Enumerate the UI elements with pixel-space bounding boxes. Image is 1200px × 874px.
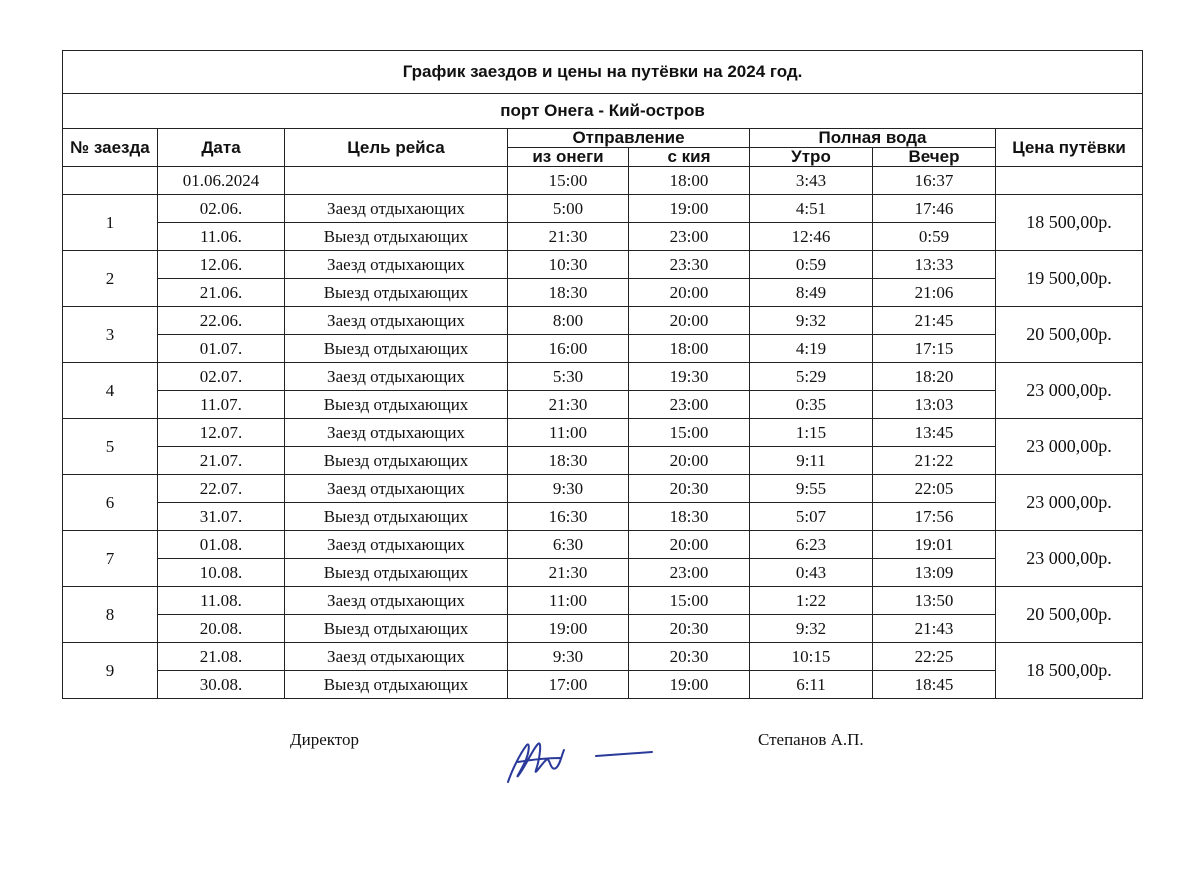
table-row xyxy=(63,363,1143,391)
header-morning: Утро xyxy=(750,148,873,167)
cell-price: 20 500,00р. xyxy=(996,307,1143,363)
cell-evening: 13:45 xyxy=(873,419,996,447)
cell-evening: 22:25 xyxy=(873,643,996,671)
cell-evening: 13:50 xyxy=(873,587,996,615)
table-row xyxy=(63,419,1143,447)
cell-date: 11.06. xyxy=(158,223,285,251)
header-price: Цена путёвки xyxy=(996,129,1143,167)
cell-from-onega: 21:30 xyxy=(508,559,629,587)
cell-purpose xyxy=(285,167,508,195)
cell-morning: 6:23 xyxy=(750,531,873,559)
table-row xyxy=(63,335,1143,363)
header-evening: Вечер xyxy=(873,148,996,167)
cell-price: 23 000,00р. xyxy=(996,475,1143,531)
cell-purpose: Заезд отдыхающих xyxy=(285,531,508,559)
cell-from-onega: 16:00 xyxy=(508,335,629,363)
cell-evening: 13:03 xyxy=(873,391,996,419)
cell-purpose: Заезд отдыхающих xyxy=(285,419,508,447)
cell-purpose: Заезд отдыхающих xyxy=(285,195,508,223)
cell-date: 01.08. xyxy=(158,531,285,559)
cell-from-kiy: 20:30 xyxy=(629,643,750,671)
cell-from-onega: 11:00 xyxy=(508,419,629,447)
cell-purpose: Заезд отдыхающих xyxy=(285,587,508,615)
cell-date: 22.06. xyxy=(158,307,285,335)
header-date: Дата xyxy=(158,129,285,167)
cell-from-onega: 10:30 xyxy=(508,251,629,279)
cell-price: 19 500,00р. xyxy=(996,251,1143,307)
cell-from-onega: 17:00 xyxy=(508,671,629,699)
table-row xyxy=(63,167,1143,195)
cell-from-onega: 11:00 xyxy=(508,587,629,615)
cell-from-onega: 16:30 xyxy=(508,503,629,531)
cell-purpose: Заезд отдыхающих xyxy=(285,643,508,671)
cell-from-kiy: 23:30 xyxy=(629,251,750,279)
cell-num: 6 xyxy=(63,475,158,531)
cell-from-onega: 9:30 xyxy=(508,643,629,671)
table-row xyxy=(63,587,1143,615)
cell-num: 4 xyxy=(63,363,158,419)
cell-num: 7 xyxy=(63,531,158,587)
cell-from-onega: 18:30 xyxy=(508,447,629,475)
cell-morning: 0:35 xyxy=(750,391,873,419)
cell-purpose: Выезд отдыхающих xyxy=(285,671,508,699)
cell-from-kiy: 23:00 xyxy=(629,559,750,587)
cell-from-kiy: 15:00 xyxy=(629,587,750,615)
header-departure: Отправление xyxy=(508,129,750,148)
cell-evening: 17:46 xyxy=(873,195,996,223)
header-from-kiy: с кия xyxy=(629,148,750,167)
cell-from-onega: 21:30 xyxy=(508,223,629,251)
cell-num: 9 xyxy=(63,643,158,699)
table-row xyxy=(63,559,1143,587)
cell-date: 02.06. xyxy=(158,195,285,223)
schedule-table xyxy=(62,50,1143,699)
cell-from-kiy: 18:00 xyxy=(629,335,750,363)
cell-num: 5 xyxy=(63,419,158,475)
table-row xyxy=(63,531,1143,559)
cell-date: 31.07. xyxy=(158,503,285,531)
cell-morning: 1:22 xyxy=(750,587,873,615)
header-high-water: Полная вода xyxy=(750,129,996,148)
cell-evening: 0:59 xyxy=(873,223,996,251)
cell-morning: 9:55 xyxy=(750,475,873,503)
cell-evening: 21:22 xyxy=(873,447,996,475)
cell-purpose: Выезд отдыхающих xyxy=(285,223,508,251)
cell-purpose: Заезд отдыхающих xyxy=(285,307,508,335)
table-row xyxy=(63,307,1143,335)
table-title: График заездов и цены на путёвки на 2024 год. xyxy=(63,51,1143,94)
cell-from-kiy: 20:00 xyxy=(629,279,750,307)
cell-date: 02.07. xyxy=(158,363,285,391)
cell-from-onega: 8:00 xyxy=(508,307,629,335)
cell-morning: 4:19 xyxy=(750,335,873,363)
cell-date: 30.08. xyxy=(158,671,285,699)
cell-evening: 16:37 xyxy=(873,167,996,195)
cell-price: 18 500,00р. xyxy=(996,643,1143,699)
cell-purpose: Выезд отдыхающих xyxy=(285,615,508,643)
cell-price: 23 000,00р. xyxy=(996,363,1143,419)
cell-from-kiy: 23:00 xyxy=(629,223,750,251)
cell-morning: 10:15 xyxy=(750,643,873,671)
cell-from-onega: 5:30 xyxy=(508,363,629,391)
cell-price xyxy=(996,167,1143,195)
header-num: № заезда xyxy=(63,129,158,167)
cell-from-onega: 19:00 xyxy=(508,615,629,643)
cell-evening: 18:20 xyxy=(873,363,996,391)
cell-from-kiy: 20:00 xyxy=(629,307,750,335)
cell-evening: 21:06 xyxy=(873,279,996,307)
cell-evening: 22:05 xyxy=(873,475,996,503)
table-row xyxy=(63,503,1143,531)
cell-purpose: Выезд отдыхающих xyxy=(285,503,508,531)
cell-morning: 0:59 xyxy=(750,251,873,279)
signature-icon xyxy=(500,732,660,790)
cell-purpose: Выезд отдыхающих xyxy=(285,335,508,363)
cell-purpose: Заезд отдыхающих xyxy=(285,475,508,503)
cell-from-kiy: 18:30 xyxy=(629,503,750,531)
table-row xyxy=(63,391,1143,419)
cell-evening: 21:45 xyxy=(873,307,996,335)
cell-evening: 17:15 xyxy=(873,335,996,363)
cell-num: 2 xyxy=(63,251,158,307)
cell-purpose: Заезд отдыхающих xyxy=(285,251,508,279)
cell-from-onega: 18:30 xyxy=(508,279,629,307)
cell-evening: 21:43 xyxy=(873,615,996,643)
cell-from-kiy: 19:00 xyxy=(629,195,750,223)
table-row xyxy=(63,615,1143,643)
cell-from-kiy: 20:30 xyxy=(629,475,750,503)
table-row xyxy=(63,643,1143,671)
cell-price: 23 000,00р. xyxy=(996,531,1143,587)
cell-from-kiy: 19:30 xyxy=(629,363,750,391)
cell-evening: 13:33 xyxy=(873,251,996,279)
cell-evening: 18:45 xyxy=(873,671,996,699)
cell-from-kiy: 20:00 xyxy=(629,531,750,559)
director-label: Директор xyxy=(290,730,359,749)
table-row xyxy=(63,671,1143,699)
cell-morning: 8:49 xyxy=(750,279,873,307)
cell-from-onega: 5:00 xyxy=(508,195,629,223)
route-label: порт Онега - Кий-остров xyxy=(63,94,1143,129)
cell-price: 18 500,00р. xyxy=(996,195,1143,251)
cell-num xyxy=(63,167,158,195)
cell-from-onega: 15:00 xyxy=(508,167,629,195)
cell-evening: 19:01 xyxy=(873,531,996,559)
cell-date: 22.07. xyxy=(158,475,285,503)
table-row xyxy=(63,195,1143,223)
cell-from-kiy: 20:00 xyxy=(629,447,750,475)
header-from-onega: из онеги xyxy=(508,148,629,167)
cell-morning: 5:07 xyxy=(750,503,873,531)
cell-morning: 9:32 xyxy=(750,307,873,335)
header-purpose: Цель рейса xyxy=(285,129,508,167)
cell-purpose: Выезд отдыхающих xyxy=(285,391,508,419)
cell-date: 01.06.2024 xyxy=(158,167,285,195)
cell-morning: 12:46 xyxy=(750,223,873,251)
table-row xyxy=(63,251,1143,279)
table-row xyxy=(63,447,1143,475)
cell-morning: 1:15 xyxy=(750,419,873,447)
cell-from-kiy: 18:00 xyxy=(629,167,750,195)
cell-date: 21.07. xyxy=(158,447,285,475)
table-row xyxy=(63,279,1143,307)
cell-date: 21.06. xyxy=(158,279,285,307)
cell-purpose: Заезд отдыхающих xyxy=(285,363,508,391)
cell-from-onega: 21:30 xyxy=(508,391,629,419)
cell-morning: 0:43 xyxy=(750,559,873,587)
director-name: Степанов А.П. xyxy=(758,730,864,749)
cell-evening: 13:09 xyxy=(873,559,996,587)
cell-morning: 5:29 xyxy=(750,363,873,391)
cell-date: 10.08. xyxy=(158,559,285,587)
cell-num: 3 xyxy=(63,307,158,363)
cell-morning: 9:11 xyxy=(750,447,873,475)
table-row xyxy=(63,475,1143,503)
cell-date: 11.08. xyxy=(158,587,285,615)
cell-from-kiy: 23:00 xyxy=(629,391,750,419)
cell-num: 1 xyxy=(63,195,158,251)
cell-morning: 4:51 xyxy=(750,195,873,223)
cell-morning: 9:32 xyxy=(750,615,873,643)
cell-price: 20 500,00р. xyxy=(996,587,1143,643)
cell-from-onega: 9:30 xyxy=(508,475,629,503)
cell-purpose: Выезд отдыхающих xyxy=(285,279,508,307)
cell-purpose: Выезд отдыхающих xyxy=(285,559,508,587)
cell-evening: 17:56 xyxy=(873,503,996,531)
cell-purpose: Выезд отдыхающих xyxy=(285,447,508,475)
cell-price: 23 000,00р. xyxy=(996,419,1143,475)
table-row xyxy=(63,223,1143,251)
cell-date: 12.06. xyxy=(158,251,285,279)
cell-date: 12.07. xyxy=(158,419,285,447)
cell-date: 11.07. xyxy=(158,391,285,419)
cell-from-kiy: 19:00 xyxy=(629,671,750,699)
cell-date: 21.08. xyxy=(158,643,285,671)
cell-date: 01.07. xyxy=(158,335,285,363)
cell-from-onega: 6:30 xyxy=(508,531,629,559)
cell-from-kiy: 15:00 xyxy=(629,419,750,447)
cell-morning: 3:43 xyxy=(750,167,873,195)
cell-morning: 6:11 xyxy=(750,671,873,699)
cell-num: 8 xyxy=(63,587,158,643)
cell-from-kiy: 20:30 xyxy=(629,615,750,643)
cell-date: 20.08. xyxy=(158,615,285,643)
